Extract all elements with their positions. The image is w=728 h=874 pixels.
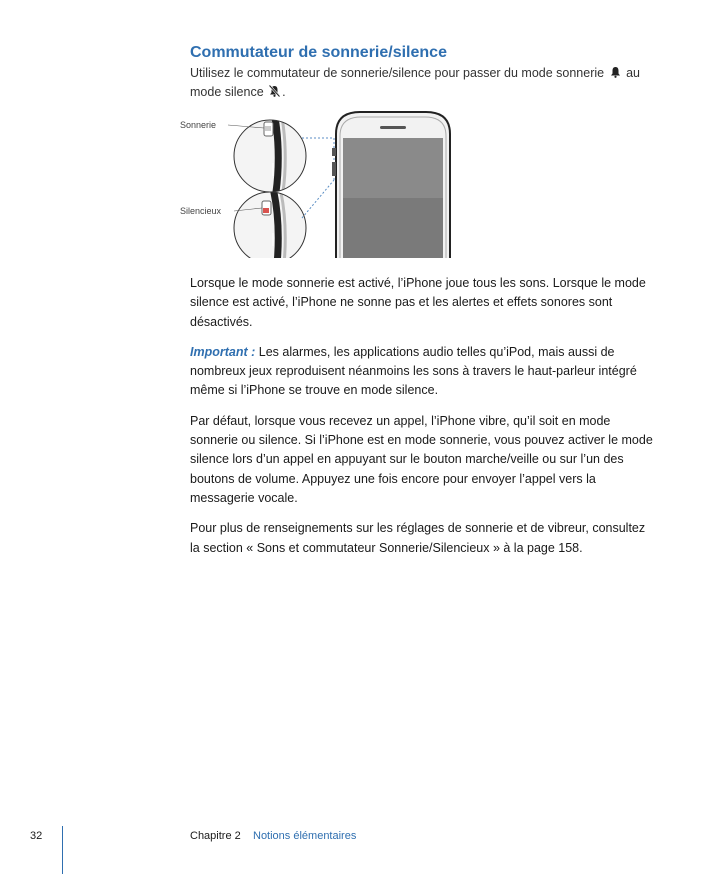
iphone-illustration (180, 108, 460, 258)
bell-muted-icon (269, 85, 280, 97)
page-number: 32 (30, 830, 43, 842)
intro-text-4: . (282, 85, 286, 99)
intro-paragraph (190, 64, 660, 102)
intro-text-1: Utilisez le commutateur de sonnerie/silence pour passer du mode sonnerie (190, 66, 605, 80)
chapter-title: Notions élémentaires (253, 830, 357, 842)
important-label: Important : (190, 344, 256, 359)
important-text: Les alarmes, les applications audio telles qu’iPod, mais aussi de nombreux jeux reproduisent néanmoins les sons à travers le haut-parleur intégré même si l’iPhone se trouve en mode silence. (190, 344, 637, 398)
intro-text-2: au (622, 66, 640, 80)
section-title: Commutateur de sonnerie/silence (190, 44, 447, 61)
paragraph-3: Par défaut, lorsque vous recevez un appel, l’iPhone vibre, qu’il soit en mode sonnerie ou silence. Si l’iPhone est en mode sonnerie, vous pouvez activer le mode silence lors d’un appel en appuyant sur le bouton marche/veille ou sur l’un des boutons de volume. Appuyez une fois encore pour envoyer l’appel vers la messagerie vocale. (190, 413, 653, 505)
callout-silent: Silencieux (180, 206, 222, 216)
body-text (190, 274, 658, 569)
paragraph-4: Pour plus de renseignements sur les réglages de sonnerie et de vibreur, consultez la section « Sons et commutateur Sonnerie/Silencieux » à la page 158. (190, 521, 646, 555)
ring-silent-figure (180, 108, 460, 258)
callout-ring: Sonnerie (180, 120, 217, 130)
bell-icon (610, 66, 621, 78)
chapter-label: Chapitre 2 (190, 830, 241, 842)
paragraph-1: Lorsque le mode sonnerie est activé, l’iPhone joue tous les sons. Lorsque le mode silence est activé, l’iPhone ne sonne pas et les alertes et effets sonores sont désactivés. (190, 276, 646, 329)
paragraph-important (190, 343, 658, 401)
footer-divider (62, 826, 63, 874)
intro-text-3: mode silence (190, 85, 268, 99)
